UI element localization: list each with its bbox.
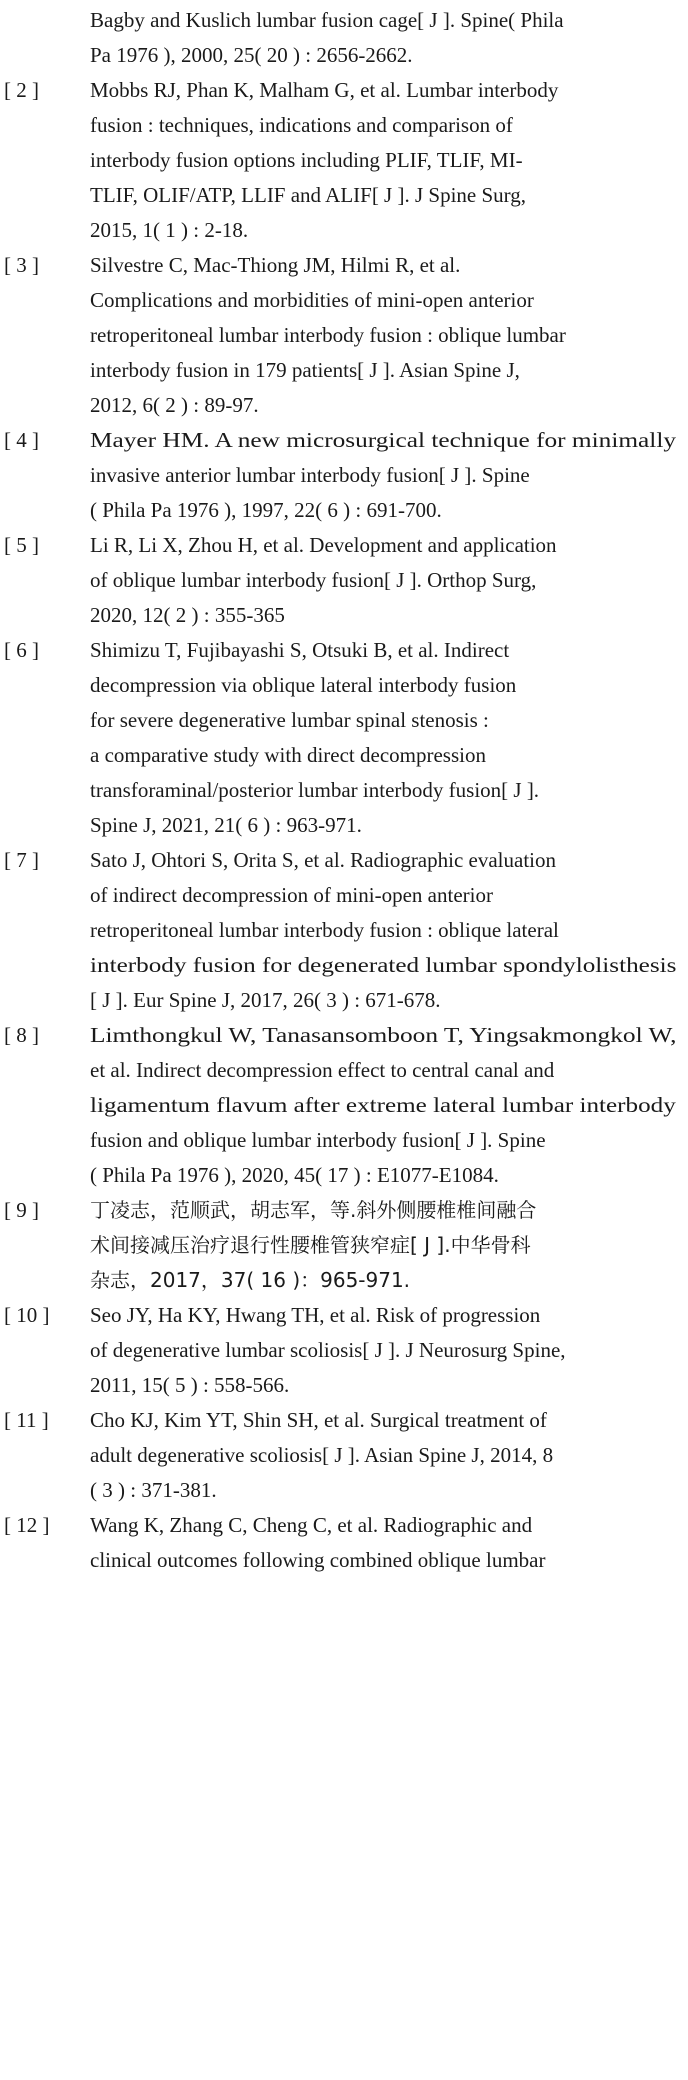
reference-text-line: fusion : techniques, indications and comparison of — [90, 113, 513, 137]
reference-text-line: interbody fusion options including PLIF, TLIF, MI- — [90, 148, 523, 172]
reference-text-line: 术间接减压治疗退行性腰椎管狭窄症[ J ].中华骨科 — [90, 1233, 531, 1257]
reference-number: [ 11 ] — [4, 1408, 49, 1432]
reference-text-line: decompression via oblique lateral interbody fusion — [90, 673, 517, 697]
reference-text-line: ligamentum flavum after extreme lateral lumbar interbody — [90, 1093, 676, 1117]
reference-text-line: [ J ]. Eur Spine J, 2017, 26( 3 ) : 671-678. — [90, 988, 441, 1012]
reference-text-line: interbody fusion in 179 patients[ J ]. Asian Spine J, — [90, 358, 520, 382]
reference-text-line: Cho KJ, Kim YT, Shin SH, et al. Surgical treatment of — [90, 1408, 547, 1432]
reference-text-line: fusion and oblique lumbar interbody fusion[ J ]. Spine — [90, 1128, 546, 1152]
reference-text-line: retroperitoneal lumbar interbody fusion : oblique lateral — [90, 918, 559, 942]
reference-text-line: ( Phila Pa 1976 ), 2020, 45( 17 ) : E1077-E1084. — [90, 1163, 499, 1187]
reference-text-line: invasive anterior lumbar interbody fusion[ J ]. Spine — [90, 463, 530, 487]
reference-text-line: Li R, Li X, Zhou H, et al. Development and application — [90, 533, 557, 557]
reference-text-line: 2012, 6( 2 ) : 89-97. — [90, 393, 259, 417]
reference-text-line: 杂志，2017，37( 16 )：965-971. — [90, 1268, 411, 1292]
reference-text-line: of oblique lumbar interbody fusion[ J ]. Orthop Surg, — [90, 568, 537, 592]
reference-text-line: Spine J, 2021, 21( 6 ) : 963-971. — [90, 813, 362, 837]
reference-text-line: Mobbs RJ, Phan K, Malham G, et al. Lumbar interbody — [90, 78, 559, 102]
reference-number: [ 7 ] — [4, 848, 39, 872]
reference-number: [ 4 ] — [4, 428, 39, 452]
reference-text-line: Wang K, Zhang C, Cheng C, et al. Radiographic and — [90, 1513, 533, 1537]
reference-text-line: 2020, 12( 2 ) : 355-365 — [90, 603, 285, 627]
reference-number: [ 8 ] — [4, 1023, 39, 1047]
reference-text-line: TLIF, OLIF/ATP, LLIF and ALIF[ J ]. J Spine Surg, — [90, 183, 527, 207]
reference-text-line: Pa 1976 ), 2000, 25( 20 ) : 2656-2662. — [90, 43, 413, 67]
reference-text-line: transforaminal/posterior lumbar interbody fusion[ J ]. — [90, 778, 540, 802]
reference-text-line: ( 3 ) : 371-381. — [90, 1478, 217, 1502]
reference-number: [ 12 ] — [4, 1513, 50, 1537]
reference-text-line: Shimizu T, Fujibayashi S, Otsuki B, et al. Indirect — [90, 638, 510, 662]
reference-text-line: Complications and morbidities of mini-open anterior — [90, 288, 534, 312]
reference-text-line: of degenerative lumbar scoliosis[ J ]. J Neurosurg Spine, — [90, 1338, 566, 1362]
reference-text-line: Sato J, Ohtori S, Orita S, et al. Radiographic evaluation — [90, 848, 556, 872]
reference-text-line: 2011, 15( 5 ) : 558-566. — [90, 1373, 290, 1397]
reference-text-line: interbody fusion for degenerated lumbar spondylolisthesis — [90, 953, 677, 977]
reference-text-line: a comparative study with direct decompression — [90, 743, 486, 767]
reference-number: [ 5 ] — [4, 533, 39, 557]
reference-text-line: 2015, 1( 1 ) : 2-18. — [90, 218, 249, 242]
reference-text-line: Limthongkul W, Tanasansomboon T, Yingsakmongkol W, — [90, 1023, 677, 1047]
reference-number: [ 6 ] — [4, 638, 39, 662]
reference-number: [ 3 ] — [4, 253, 39, 277]
reference-number: [ 2 ] — [4, 78, 39, 102]
reference-text-line: Mayer HM. A new microsurgical technique for minimally — [90, 428, 677, 452]
reference-text-line: Bagby and Kuslich lumbar fusion cage[ J ]. Spine( Phila — [90, 8, 564, 32]
reference-number: [ 10 ] — [4, 1303, 50, 1327]
reference-text-line: of indirect decompression of mini-open anterior — [90, 883, 493, 907]
reference-text-line: et al. Indirect decompression effect to central canal and — [90, 1058, 555, 1082]
reference-text-line: Seo JY, Ha KY, Hwang TH, et al. Risk of progression — [90, 1303, 541, 1327]
reference-text-line: for severe degenerative lumbar spinal stenosis : — [90, 708, 489, 732]
reference-text-line: adult degenerative scoliosis[ J ]. Asian Spine J, 2014, 8 — [90, 1443, 554, 1467]
reference-number: [ 9 ] — [4, 1198, 39, 1222]
reference-text-line: ( Phila Pa 1976 ), 1997, 22( 6 ) : 691-700. — [90, 498, 442, 522]
reference-text-line: 丁凌志，范顺武，胡志军，等.斜外侧腰椎椎间融合 — [90, 1198, 537, 1222]
reference-text-line: clinical outcomes following combined oblique lumbar — [90, 1548, 546, 1572]
reference-text-line: retroperitoneal lumbar interbody fusion : oblique lumbar — [90, 323, 566, 347]
reference-text-line: Silvestre C, Mac-Thiong JM, Hilmi R, et al. — [90, 253, 461, 277]
